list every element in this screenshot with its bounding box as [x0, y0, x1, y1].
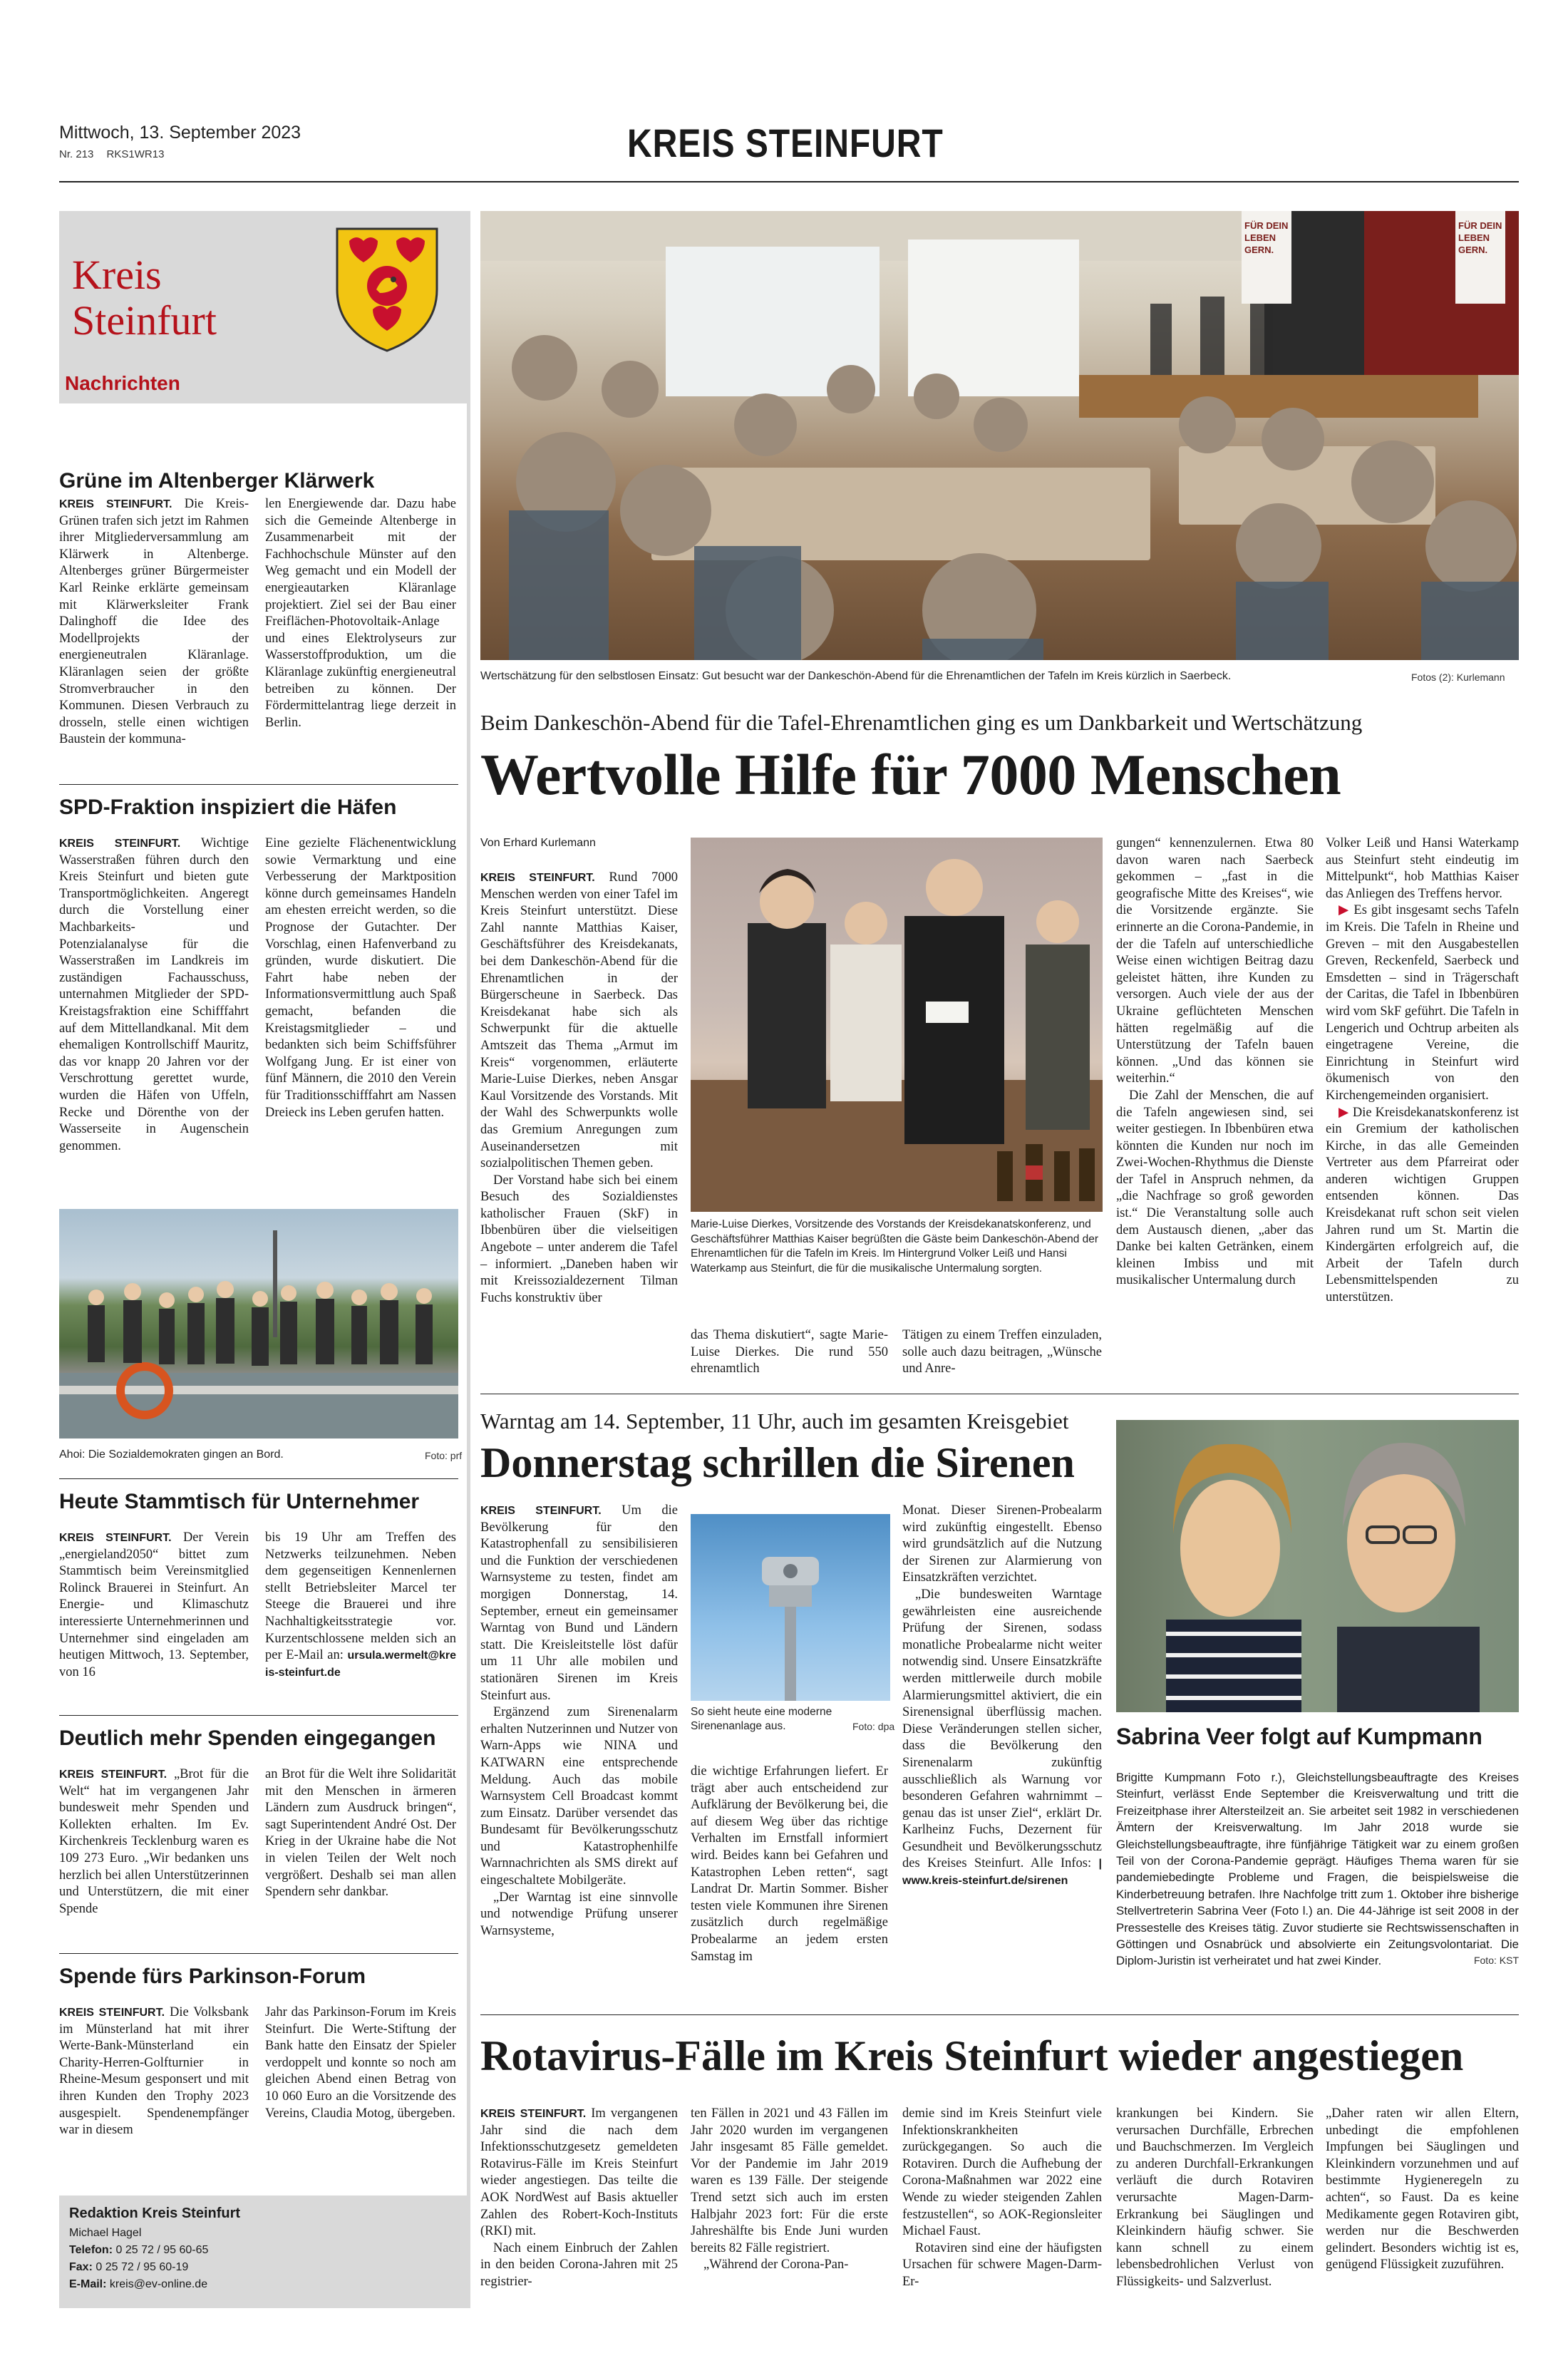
news-text: Wichtige Wasserstraßen führen durch den Kreis Steinfurt und bieten gute Transportmöglichkeiten. Angeregt durch die Vorstellung einer Machbarkeits- und Potenzialanalyse für die Wasserstraßen im Landkreis im zuständigen Fachausschuss, unternahmen Mitglieder der SPD-Kreistagsfraktion eine Schifffahrt auf dem Mittellandkanal. Mit dem ehemaligen Kontrollschiff Mauritz, das vor knapp 20 Jahren vor der Verschrottung gerettet wurde, wurden die Häfen von Uffeln, Recke und Dörenthe von der Wasserseite in Augenschein genommen. — [59, 836, 249, 1153]
news-body-spd-col1 — [59, 835, 249, 1155]
news-body-spenden-col1 — [59, 1766, 249, 1918]
rota-col4 — [1116, 2106, 1314, 2291]
sirens-text: Monat. Dieser Sirenen-Probealarm wird zukünftig eingestellt. Ebenso wird grundsätzlich auf die Nutzung der Sirenen zur Alarmierung von Einsatzkräften verzichtet. — [902, 1503, 1102, 1585]
news-text: Die Kreis-Grünen trafen sich jetzt im Rahmen ihrer Mitgliederversammlung am Klärwerk in Altenberge. Altenberges grüner Bürgermeister Karl Reinke erklärte gemeinsam mit Klärwerksleiter Frank Dalinghoff die Idee des Modellprojekts der energieneutralen Kläranlage. Kläranlagen seien der größte Stromverbraucher in den Kommunen. Diesen Verbrauch zu drosseln, stelle einen wichtigen Baustein der kommuna- — [59, 497, 249, 747]
rota-text: Im vergangenen Jahr sind die nach dem Infektionsschutzgesetz gemeldeten Rotavirus-Fälle im Kreis Steinfurt wieder angestiegen. Das teilte die AOK NordWest auf Basis aktueller Zahlen des Robert-Koch-Instituts (RKI) mit. — [480, 2106, 678, 2239]
nachrichten-label: Nachrichten — [65, 372, 180, 394]
siren-photo-credit: Foto: dpa — [852, 1721, 895, 1732]
veer-text — [1116, 1769, 1519, 1970]
lead-text: gungen“ kennenzulernen. Etwa 80 davon waren nach Saerbeck gekommen – „fast in die geografische Mitte des Kreises“, wie die Vorsitzende ergänzte. Sie erinnerte an die Corona-Pandemie, in der die Tafeln auf unterschiedliche Weise einen wichtigen Beitrag dazu geleistet hätten, ihre Kunden zu versorgen. Auch viele der aus der Ukraine geflüchteten Menschen hätten regelmäßig auf die Unterstützung der Tafeln bauen können. „Und das können sie weiterhin.“ — [1116, 836, 1314, 1086]
sirens-text: „Die bundesweiten Warntage gewährleisten eine ausreichende Prüfung der Sirenen, sodass monatliche Probealarme nicht weiter notwendig sind. Unsere Einsatzkräfte werden mittlerweile durch mobile Alarmierungsmittel aktiviert, die ein Sirenensignal überflüssig machen. Diese Veränderungen stellen sicher, dass die Bevölkerung den Sirenenalarm zukünftig ausschließlich als Warnung vor besonderen Gefahren wahrnimmt – genau das ist unser Ziel“, erklärt Dr. Karlheinz Fuchs, Dezernent für Gesundheit und Bevölkerungsschutz des Kreises Steinfurt. Alle Infos: — [902, 1587, 1102, 1871]
news-body-gruene-col2 — [265, 496, 456, 731]
stammtisch-email-link[interactable]: ursula.wermelt@kreis-steinfurt.de — [265, 1649, 457, 1679]
sidebar-title-line1: Kreis — [72, 252, 162, 298]
news-headline-spd: SPD-Fraktion inspiziert die Häfen — [59, 796, 397, 819]
rota-text: „Während der Corona-Pan- — [703, 2258, 849, 2273]
rota-text: „Daher raten wir allen Eltern, unbedingt die empfohlenen Impfungen bei Säuglingen und Kleinkindern vorzunehmen und auf bestimmte Hygieneregeln zu achten“, so Faust. Da es keine Medikamente gegen Rotaviren gibt, werden nur die Beschwerden gelindert. Besonders wichtig ist es, genügend Flüssigkeit zuzuführen. — [1326, 2106, 1519, 2273]
news-headline-stammtisch: Heute Stammtisch für Unternehmer — [59, 1490, 420, 1513]
news-divider — [59, 1953, 458, 1954]
lead-text: Die Kreisdekanatskonferenz ist ein Gremium der katholischen Kirche, in das alle Gemeinden Vertreter aus dem Pfarreirat oder anderen wichtigen Gruppen entsenden können. Das Kreisdekanat ruft schon seit vielen Jahren rund um St. Martin die Kindergärten erfolgreich auf, die Arbeit der Tafeln durch Lebensmittelspenden zu unterstützen. — [1326, 1105, 1519, 1305]
rota-text: ten Fällen in 2021 und 43 Fällen im Jahr 2020 wurden im vergangenen Jahr insgesamt 85 Fälle gemeldet. Vor der Pandemie im Jahr 2019 waren es 139 Fälle. Der steigende Trend setzt sich auch im ersten Halbjahr 2023 fort: Für die erste Jahreshälfte bis Ende Juni wurden bereits 82 Fälle registriert. — [691, 2106, 888, 2255]
lead-text: Volker Leiß und Hansi Waterkamp aus Steinfurt steht eindeutig im Mittelpunkt“, hob Matthias Kaiser das Anliegen des Treffens hervor. — [1326, 836, 1519, 901]
sirens-overline: Warntag am 14. September, 11 Uhr, auch im gesamten Kreisgebiet — [480, 1409, 1069, 1434]
lead-col4 — [1116, 835, 1314, 1290]
lead-col2-bottom — [691, 1327, 888, 1378]
sirens-text: Ergänzend zum Sirenenalarm erhalten Nutzerinnen und Nutzer von Warn-Apps wie NINA und KATWARN eine entsprechende Meldung. Auch das mobile Warnsystem Cell Broadcast kommt zum Einsatz. Darüber versendet das Bundesamt für Bevölkerungsschutz und Katastrophenhilfe Warnnachrichten als SMS direkt auf eingeschaltete Mobilgeräte. — [480, 1705, 678, 1888]
rota-col3 — [902, 2106, 1102, 2291]
lead-headline: Wertvolle Hilfe für 7000 Menschen — [480, 742, 1341, 807]
spd-boat-photo — [59, 1209, 458, 1438]
news-text: „Brot für die Welt“ hat im vergangenen Jahr bundesweit mehr Spenden und Kollekten erhalten. Im Ev. Kirchenkreis Tecklenburg waren es 109 273 Euro. „Wir bedanken uns herzlich bei allen Unterstützerinnen und Unterstützern, die mit einer Spende — [59, 1767, 249, 1916]
news-text: Die Volksbank im Münsterland hat mit ihrer Werte-Bank-Münsterland ein Charity-Herren-Golfturnier in Rheine-Mesum gesponsert und mit ihren Kunden den Trophy 2023 ausgespielt. Spendenempfänger war in diesem — [59, 2005, 249, 2138]
news-divider — [59, 1478, 458, 1479]
news-kicker: KREIS STEINFURT. — [59, 2007, 165, 2019]
banner-text-left: FÜR DEIN LEBEN GERN. — [1244, 220, 1289, 255]
lead-text: Der Vorstand habe sich bei einem Besuch des Sozialdienstes katholischer Frauen (SkF) in Ibbenbüren über die vielseitigen Angebote – unter anderem die Tafel – informiert. „Daneben haben wir mit Kreissozialdezernent Tilman Fuchs konstruktiv über — [480, 1173, 678, 1305]
sirens-link-text: www.kreis-steinfurt.de/sirenen — [902, 1875, 1068, 1888]
veer-body: Brigitte Kumpmann Foto r.), Gleichstellungsbeauftragte des Kreises Steinfurt, verlässt Ende September die Kreisverwaltung und tritt die Freizeitphase ihrer Altersteilzeit an. Sie arbeitet seit 1982 in verschiedenen Ämtern der Kreisverwaltung. Im Jahr 2018 wurde sie Gleichstellungsbeauftragte, ihre fünfjährige Tätigkeit war zu einem großen Teil von der Corona-Pandemie geprägt. Häufiges Thema waren für sie pandemiebedingte Probleme und Fragen, die beispielsweise die Kinderbetreuung betrafen. Ihre Nachfolge tritt zum 1. Oktober ihre bisherige Stellvertreterin Sabrina Veer (Foto l.) an. Die 44-Jährige ist seit 2008 in der Pressestelle des Kreises tätig. Zuvor studierte sie Rechtswissenschaften in Göttingen und Osnabrück und absolvierte ein Zeitungsvolontariat. Die Diplom-Juristin ist verheiratet und hat zwei Kinder. — [1116, 1771, 1519, 1968]
sirens-col3 — [902, 1503, 1102, 1890]
news-kicker: KREIS STEINFURT. — [59, 1532, 172, 1544]
sirens-col1 — [480, 1503, 678, 1940]
sirens-info-link[interactable]: | www.kreis-steinfurt.de/sirenen — [902, 1858, 1103, 1888]
rota-col1 — [480, 2106, 678, 2291]
red-bullet-icon: ▶ — [1339, 903, 1350, 918]
email-label: E-Mail: — [69, 2278, 107, 2290]
sirens-text: „Der Warntag ist eine sinnvolle und notwendige Prüfung unserer Warnsysteme, — [480, 1890, 678, 1938]
lead-overline: Beim Dankeschön-Abend für die Tafel-Ehrenamtlichen ging es um Dankbarkeit und Wertschätzung — [480, 710, 1363, 735]
news-body-parkinson-col2 — [265, 2004, 456, 2122]
rota-headline: Rotavirus-Fälle im Kreis Steinfurt wieder angestiegen — [480, 2032, 1464, 2079]
lead-col5 — [1326, 835, 1519, 1307]
telefon-label: Telefon: — [69, 2244, 113, 2256]
news-text: Jahr das Parkinson-Forum im Kreis Steinfurt. Die Werte-Stiftung der Bank hatte den Einsatz der Spieler verdoppelt und konnte so noch am gleichen Abend einen Betrag von 10 060 Euro an die Vorsitzende des Vereins, Claudia Motog, übergeben. — [265, 2005, 456, 2121]
news-text: bis 19 Uhr am Treffen des Netzwerks teilzunehmen. Neben dem gegenseitigen Kennenlernen stellt Betriebsleiter Marcel ter Steege die Brauerei und ihre Nachhaltigkeitsstrategie vor. Kurzentschlossene melden sich an per E-Mail an: — [265, 1530, 456, 1663]
news-kicker: KREIS STEINFURT. — [59, 1769, 167, 1781]
sirens-kicker: KREIS STEINFURT. — [480, 1505, 602, 1517]
lead-kicker: KREIS STEINFURT. — [480, 872, 595, 884]
redaktion-name: Michael Hagel — [69, 2227, 142, 2239]
lead-text: Die Zahl der Menschen, die auf die Tafeln angewiesen sind, sei weiter gestiegen. In Ibbenbüren etwa könnten die Kunden nur noch im Zwei-Wochen-Rhythmus die Dienste der Tafel in Anspruch nehmen, da „die Nachfrage so groß geworden ist.“ Die Veranstaltung solle auch dem Austausch dienen, „aber das Danke bei kalten Getränken, einem kleinen Imbiss und mit musikalischer Untermalung durch — [1116, 1088, 1314, 1288]
redaktion-email-link[interactable]: kreis@ev-online.de — [109, 2278, 208, 2290]
news-body-spd-col2 — [265, 835, 456, 1121]
fax-number: 0 25 72 / 95 60-19 — [96, 2261, 189, 2273]
sirens-col2-bottom — [691, 1764, 888, 1965]
rota-col2 — [691, 2106, 888, 2274]
news-body-gruene-col1 — [59, 496, 249, 748]
lead-photo-speakers — [691, 838, 1103, 1212]
veer-photo — [1116, 1420, 1519, 1712]
news-text: an Brot für die Welt ihre Solidarität mit den Menschen in ärmeren Ländern zum Ausdruck bringen“, sagt Superintendent André Ost. Der Krieg in der Ukraine habe die Not in vielen Teilen der Welt noch vergrößert. Deshalb sei man allen Spendern sehr dankbar. — [265, 1767, 456, 1900]
lead-photo-caption: Wertschätzung für den selbstlosen Einsatz: Gut besucht war der Dankeschön-Abend für die Ehrenamtlichen der Tafeln im Kreis kürzlich in Saerbeck. — [480, 670, 1232, 682]
lead-text: das Thema diskutiert“, sagte Marie-Luise Dierkes. Die rund 550 ehrenamtlich — [691, 1328, 888, 1376]
news-text: len Energiewende dar. Dazu habe sich die Gemeinde Altenberge in Zusammenarbeit mit der Fachhochschule Münster auf den Weg gemacht und ein Modell der energieautarken Kläranlage projektiert. Ziel sei der Bau einer Freiflächen-Photovoltaik-Anlage und eines Elektrolyseurs zur Wasserstoffproduktion, um die Kläranlage zukünftig energieneutral betreiben zu können. Der Fördermittelantrag liege derzeit in Berlin. — [265, 497, 456, 730]
spd-photo-caption: Ahoi: Die Sozialdemokraten gingen an Bord. — [59, 1448, 284, 1461]
issue-number: Nr. 213 — [59, 148, 94, 160]
issue-code: RKS1WR13 — [106, 148, 165, 160]
news-body-spenden-col2 — [265, 1766, 456, 1901]
rota-text: Rotaviren sind eine der häufigsten Ursachen für schwere Magen-Darm-Er- — [902, 2240, 1102, 2289]
issue-date: Mittwoch, 13. September 2023 — [59, 123, 301, 143]
news-headline-spenden: Deutlich mehr Spenden eingegangen — [59, 1726, 436, 1750]
rota-kicker: KREIS STEINFURT. — [480, 2108, 587, 2120]
veer-photo-credit: Foto: KST — [1473, 1955, 1519, 1967]
lead-text: Rund 7000 Menschen werden von einer Tafel im Kreis Steinfurt unterstützt. Diese Zahl nannte Matthias Kaiser, Geschäftsführer des Kreisdekanats, bei dem Dankeschön-Abend für die Ehrenamtlichen in der Bürgerscheune in Saerbeck. Das Kreisdekanat habe sich als Schwerpunkt für die aktuelle Amtszeit das Thema „Armut im Kreis“ vorgenommen, erläuterte Marie-Luise Dierkes, neben Ansgar Kaul Vorsitzende des Vorstands. Mit der Wahl des Schwerpunkts wolle das Gremium Anregungen zum Auseinandersetzen mit sozialpolitischen Themen geben. — [480, 870, 678, 1171]
lead-byline: Von Erhard Kurlemann — [480, 837, 596, 849]
red-bullet-icon: ▶ — [1339, 1105, 1349, 1120]
news-body-stammtisch-col1 — [59, 1530, 249, 1681]
sirens-text: Um die Bevölkerung für den Katastrophenfall zu sensibilisieren und die Funktion der verschiedenen Warnsysteme zu testen, findet am morgigen Donnerstag, 14. September, erneut ein gemeinsamer Warntag von Bund und Ländern statt. Die Kreisleitstelle löst dafür um 11 Uhr alle mobilen und stationären Sirenen im Kreis Steinfurt aus. — [480, 1503, 678, 1703]
lead-text: Es gibt insgesamt sechs Tafeln im Kreis. Die Tafeln in Rheine und Greven – mit den Ausgabestellen Greven, Reckenfeld, Saerbeck und Emsdetten – sind in Trägerschaft der Caritas, die Tafel in Ibbenbüren wird vom SkF geführt. Die Tafeln in Lengerich und Ochtrup arbeiten als eingetragene Vereine, die Einrichtung in Steinfurt wird ökumenisch von den Kirchengemeinden organisiert. — [1326, 903, 1520, 1103]
rota-text: demie sind im Kreis Steinfurt viele Infektionskrankheiten zurückgegangen. So auch die Rotaviren. Durch die Aufhebung der Corona-Maßnahmen war 2022 eine Wende zu wieder steigenden Zahlen festzustellen“, so AOK-Regionsleiter Michael Faust. — [902, 2106, 1102, 2239]
news-headline-gruene: Grüne im Altenberger Klärwerk — [59, 469, 375, 493]
news-divider — [59, 784, 458, 785]
section-title: KREIS STEINFURT — [627, 120, 944, 165]
sirens-bottom-rule — [480, 2014, 1519, 2015]
redaktion-title: Redaktion Kreis Steinfurt — [69, 2205, 241, 2221]
lead-photo-hall — [480, 211, 1519, 660]
lead-photo-credit: Fotos (2): Kurlemann — [1411, 671, 1505, 683]
siren-photo-caption: So sieht heute eine moderne Sirenenanlage aus. — [691, 1706, 832, 1732]
coat-of-arms-icon — [334, 225, 440, 354]
news-text: Der Verein „energieland2050“ bittet zum Stammtisch beim Vereinsmitglied Rolinck Brauerei in Steinfurt. An Energie- und Klimaschutz interessierte Unternehmerinnen und Unternehmer sind eingeladen am heutigen Mittwoch, 13. September, von 16 — [59, 1530, 249, 1679]
rota-text: Nach einem Einbruch der Zahlen in den beiden Corona-Jahren mit 25 registrier- — [480, 2240, 678, 2289]
lead-text: Tätigen zu einem Treffen einzuladen, solle auch dazu beitragen, „Wünsche und Anre- — [902, 1328, 1102, 1376]
lead-col1 — [480, 870, 678, 1307]
news-body-parkinson-col1 — [59, 2004, 249, 2139]
news-kicker: KREIS STEINFURT. — [59, 838, 181, 850]
banner-text-right: FÜR DEIN LEBEN GERN. — [1458, 220, 1502, 255]
sidebar-title-line2: Steinfurt — [72, 297, 217, 344]
lead-photo2-caption: Marie-Luise Dierkes, Vorsitzende des Vorstands der Kreisdekanatskonferenz, und Geschäftsführer Matthias Kaiser begrüßten die Gäste beim Dankeschön-Abend der Ehrenamtlichen für die Tafeln im Kreis. Im Hintergrund Volker Leiß und Hansi Waterkamp aus Steinfurt, die für die musikalische Untermalung sorgten. — [691, 1218, 1099, 1275]
sidebar-header — [59, 211, 470, 361]
news-divider — [59, 1715, 458, 1716]
siren-photo — [691, 1514, 890, 1701]
sirens-headline: Donnerstag schrillen die Sirenen — [480, 1439, 1075, 1486]
masthead-rule — [59, 181, 1519, 182]
sirens-text: die wichtige Erfahrungen liefert. Er trägt aber auch entscheidend zur Aufklärung der Bevölkerung bei, die auf diesem Weg über das richtige Verhalten im Ernstfall informiert wird. Beides kann bei Gefahren und Katastrophen Leben retten“, sagt Landrat Dr. Martin Sommer. Bisher testen viele Kommunen ihre Sirenen zusätzlich durch regelmäßige Probealarme an jedem ersten Samstag im — [691, 1764, 888, 1964]
fax-label: Fax: — [69, 2261, 93, 2273]
veer-headline: Sabrina Veer folgt auf Kumpmann — [1116, 1724, 1482, 1749]
news-kicker: KREIS STEINFURT. — [59, 498, 172, 510]
lead-col3-bottom — [902, 1327, 1102, 1378]
redaktion-box — [59, 2196, 470, 2308]
news-text: Eine gezielte Flächenentwicklung sowie Vermarktung und eine Verbesserung der Marktposition könne durch gemeinsames Handeln am ehesten erreicht werden, so die Prognose der Gutachter. Der Vorschlag, einen Hafenverband zu gründen, wurde diskutiert. Die Fahrt habe neben der Informationsvermittlung auch Spaß gemacht, befanden die Kreistagsmitglieder – und bedankten sich beim Schiffsführer Wolfgang Jung. Er ist einer von fünf Männern, die 2010 den Verein für Traditionsschifffahrt am Nassen Dreieck ins Leben gerufen hatten. — [265, 836, 456, 1120]
spd-photo-credit: Foto: prf — [425, 1450, 463, 1461]
rota-col5 — [1326, 2106, 1519, 2274]
rota-text: krankungen bei Kindern. Sie verursachen Durchfälle, Erbrechen und Bauchschmerzen. Im Vergleich zu anderen Durchfall-Erkrankungen verläuft die durch Rotaviren verursachte Magen-Darm-Erkrankung bei Säuglingen und Kleinkindern häufig schwer. Sie kann schnell zu einem lebensbedrohlichen Verlust von Flüssigkeits- und Salzverlust. — [1116, 2106, 1314, 2289]
news-headline-parkinson: Spende fürs Parkinson-Forum — [59, 1965, 366, 1988]
telefon-number[interactable]: 0 25 72 / 95 60-65 — [115, 2244, 209, 2256]
news-body-stammtisch-col2 — [265, 1530, 456, 1681]
